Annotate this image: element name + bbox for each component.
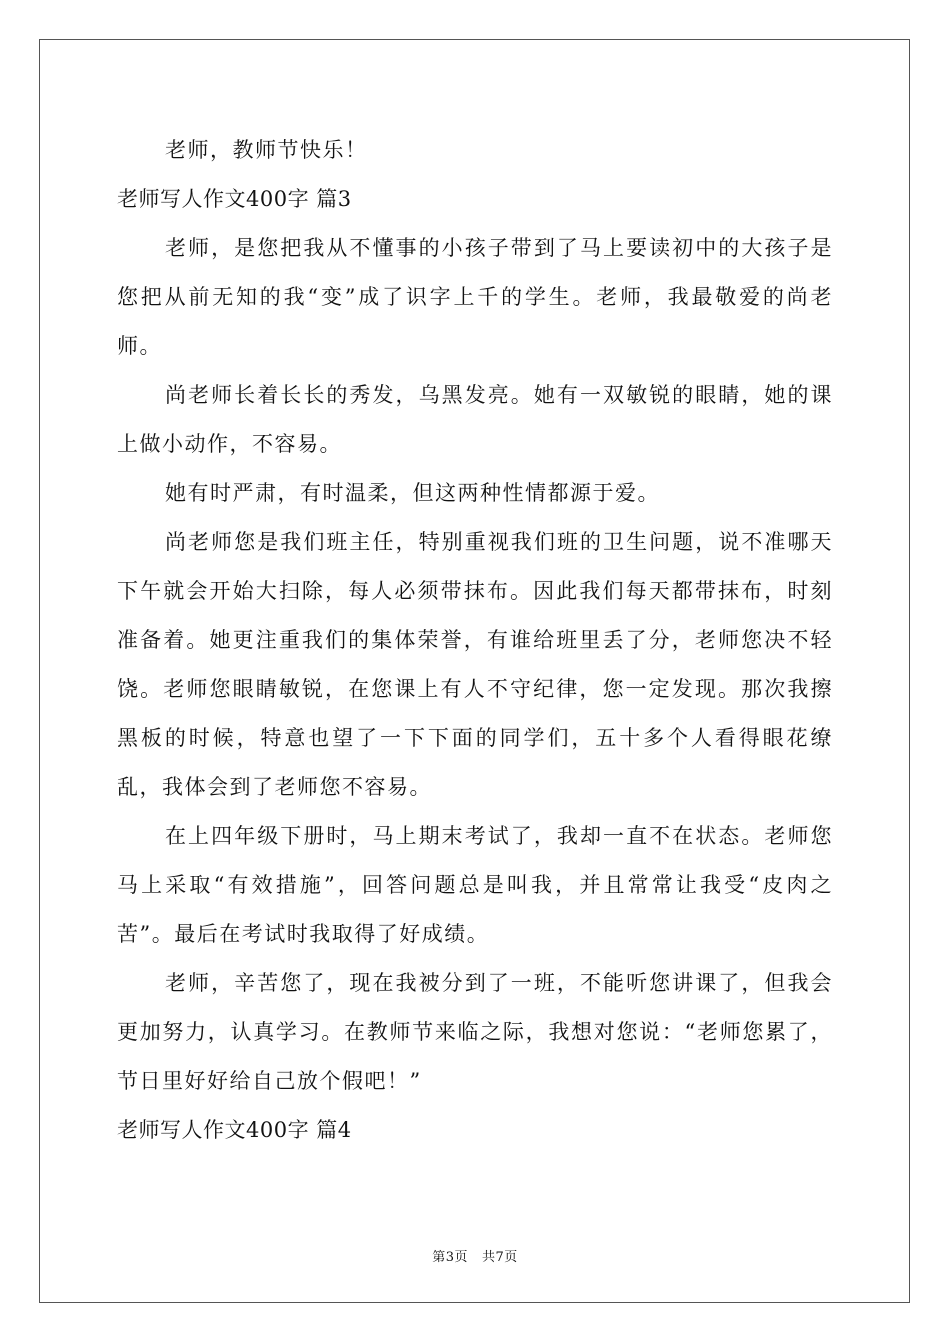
section-heading: 老师写人作文400字 篇4 xyxy=(117,1118,352,1142)
page-footer xyxy=(0,1246,950,1265)
paragraph: 老师，教师节快乐！ xyxy=(165,138,368,162)
paragraph: 老师，是您把我从不懂事的小孩子带到了马上要读初中的大孩子是您把从前无知的我“变”成了识字上千的学生。老师，我最敬爱的尚老师。 xyxy=(117,236,833,358)
section-heading: 老师写人作文400字 篇3 xyxy=(117,187,352,211)
page-number: 第3页 xyxy=(432,1250,468,1265)
paragraph: 在上四年级下册时，马上期末考试了，我却一直不在状态。老师您马上采取“有效措施”，回答问题总是叫我，并且常常让我受“皮肉之苦”。最后在考试时我取得了好成绩。 xyxy=(117,824,833,946)
paragraph: 她有时严肃，有时温柔，但这两种性情都源于爱。 xyxy=(165,481,660,505)
document-body xyxy=(117,126,833,1155)
paragraph: 老师，辛苦您了，现在我被分到了一班，不能听您讲课了，但我会更加努力，认真学习。在教师节来临之际，我想对您说：“老师您累了，节日里好好给自己放个假吧！” xyxy=(117,971,833,1093)
paragraph: 尚老师长着长长的秀发，乌黑发亮。她有一双敏锐的眼睛，她的课上做小动作，不容易。 xyxy=(117,383,833,456)
page-total: 共7页 xyxy=(482,1250,518,1265)
paragraph: 尚老师您是我们班主任，特别重视我们班的卫生问题，说不准哪天下午就会开始大扫除，每人必须带抹布。因此我们每天都带抹布，时刻准备着。她更注重我们的集体荣誉，有谁给班里丢了分，老师您决不轻饶。老师您眼睛敏锐，在您课上有人不守纪律，您一定发现。那次我擦黑板的时候，特意也望了一下下面的同学们，五十多个人看得眼花缭乱，我体会到了老师您不容易。 xyxy=(117,530,833,799)
